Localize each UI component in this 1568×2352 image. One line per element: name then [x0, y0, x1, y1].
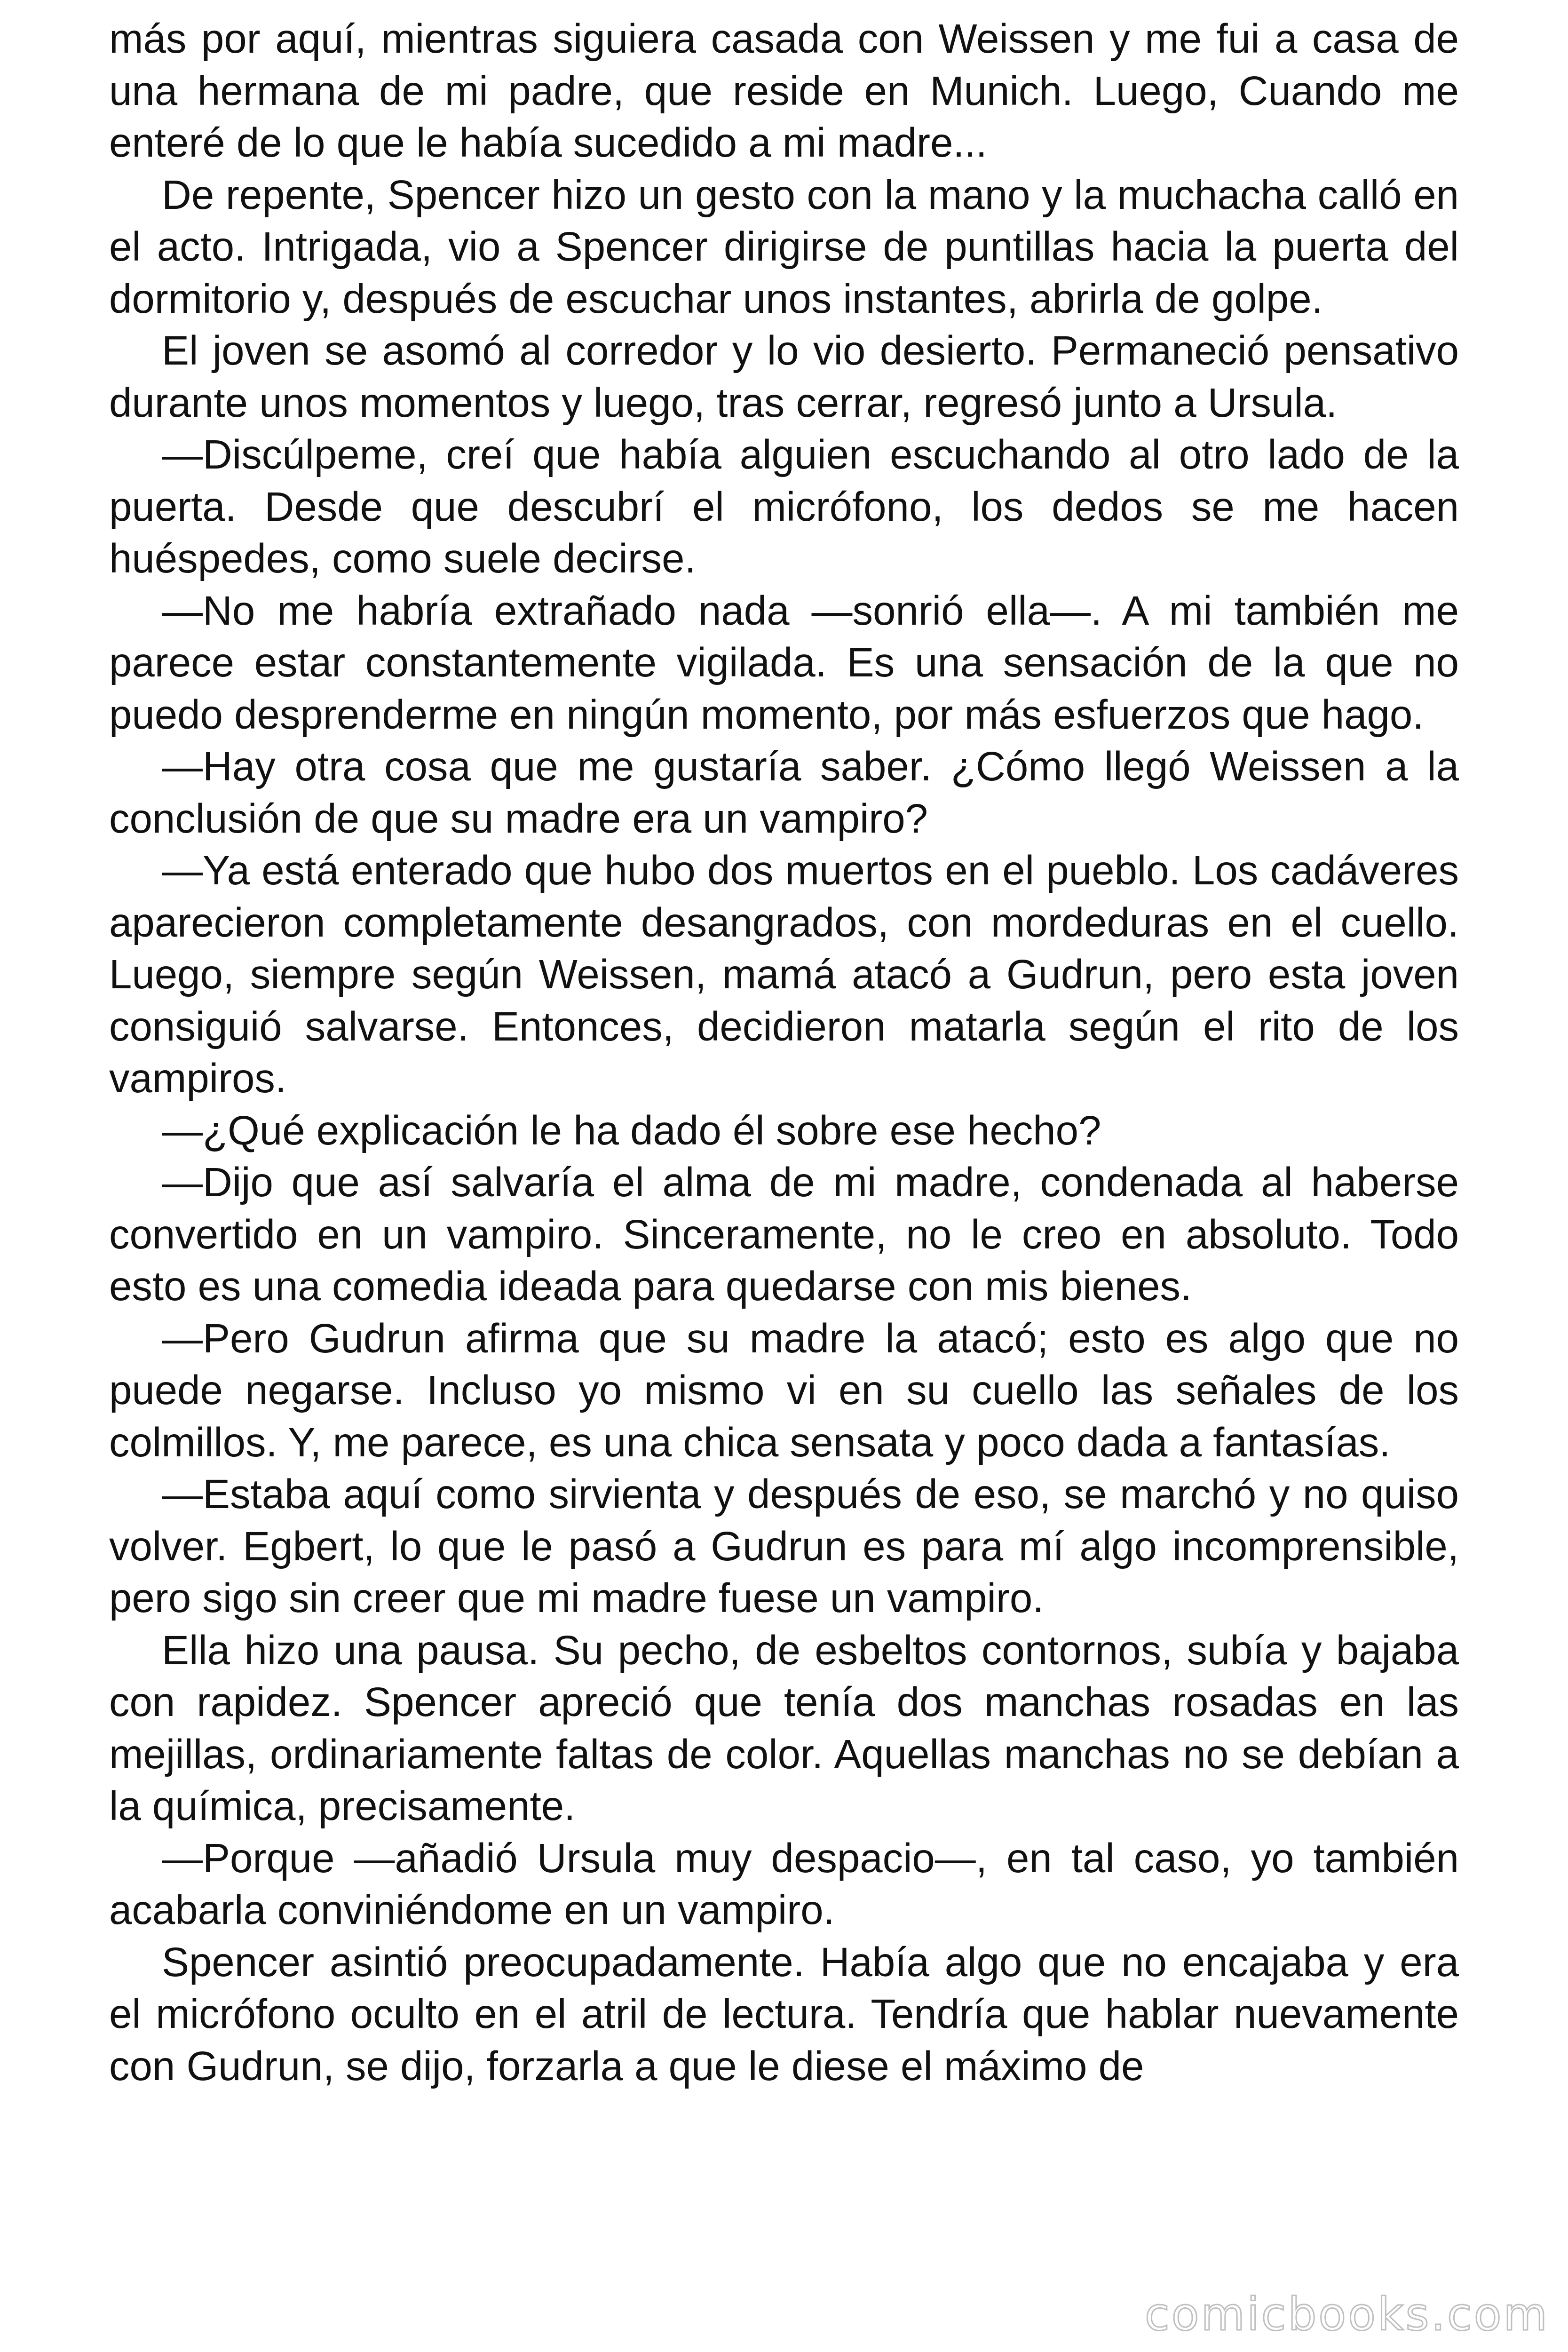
- paragraph-10: —Pero Gudrun afirma que su madre la atacó; esto es algo que no puede negarse. Incluso yo mismo vi en su cuello las señales de los colmillos. Y, me parece, es una chica sensata y poco dada a fantasías.: [109, 1315, 1459, 1465]
- paragraph-2: De repente, Spencer hizo un gesto con la mano y la muchacha calló en el acto. Intrigada, vio a Spencer dirigirse de puntillas hacia la puerta del dormitorio y, después de escuchar unos instantes, abrirla de golpe.: [109, 172, 1459, 322]
- paragraph-13: —Porque —añadió Ursula muy despacio—, en tal caso, yo también acabarla conviniéndome en un vampiro.: [109, 1835, 1459, 1933]
- paragraph-9: —Dijo que así salvaría el alma de mi madre, condenada al haberse convertido en un vampiro. Sinceramente, no le creo en absoluto. Todo esto es una comedia ideada para quedarse con mis bienes.: [109, 1160, 1459, 1309]
- paragraph-7: —Ya está enterado que hubo dos muertos en el pueblo. Los cadáveres aparecieron completamente desangrados, con mordeduras en el cuello. Luego, siempre según Weissen, mamá atacó a Gudrun, pero esta joven consiguió salvarse. Entonces, decidieron matarla según el rito de los vampiros.: [109, 848, 1459, 1101]
- paragraph-1: más por aquí, mientras siguiera casada con Weissen y me fui a casa de una hermana de mi padre, que reside en Munich. Luego, Cuando me enteré de lo que le había sucedido a mi madre...: [109, 16, 1459, 166]
- paragraph-12: Ella hizo una pausa. Su pecho, de esbeltos contornos, subía y bajaba con rapidez. Spencer apreció que tenía dos manchas rosadas en las mejillas, ordinariamente faltas de color. Aquellas manchas no se debían a la química, precisamente.: [109, 1627, 1459, 1829]
- watermark: comicbooks.com: [1144, 2288, 1549, 2341]
- paragraph-5: —No me habría extrañado nada —sonrió ella—. A mi también me parece estar constantemente vigilada. Es una sensación de la que no puedo desprenderme en ningún momento, por más esfuerzos que hago.: [109, 588, 1459, 738]
- paragraph-14: Spencer asintió preocupadamente. Había algo que no encajaba y era el micrófono oculto en el atril de lectura. Tendría que hablar nuevamente con Gudrun, se dijo, forzarla a que le diese el máximo de: [109, 1939, 1459, 2089]
- paragraph-11: —Estaba aquí como sirvienta y después de eso, se marchó y no quiso volver. Egbert, lo que le pasó a Gudrun es para mí algo incomprensible, pero sigo sin creer que mi madre fuese un vampiro.: [109, 1471, 1459, 1621]
- page-body: [109, 13, 1459, 2092]
- paragraph-4: —Discúlpeme, creí que había alguien escuchando al otro lado de la puerta. Desde que descubrí el micrófono, los dedos se me hacen huéspedes, como suele decirse.: [109, 432, 1459, 581]
- paragraph-8: —¿Qué explicación le ha dado él sobre ese hecho?: [162, 1107, 1101, 1153]
- paragraph-6: —Hay otra cosa que me gustaría saber. ¿Cómo llegó Weissen a la conclusión de que su madre era un vampiro?: [109, 744, 1459, 842]
- paragraph-3: El joven se asomó al corredor y lo vio desierto. Permaneció pensativo durante unos momentos y luego, tras cerrar, regresó junto a Ursula.: [109, 328, 1459, 426]
